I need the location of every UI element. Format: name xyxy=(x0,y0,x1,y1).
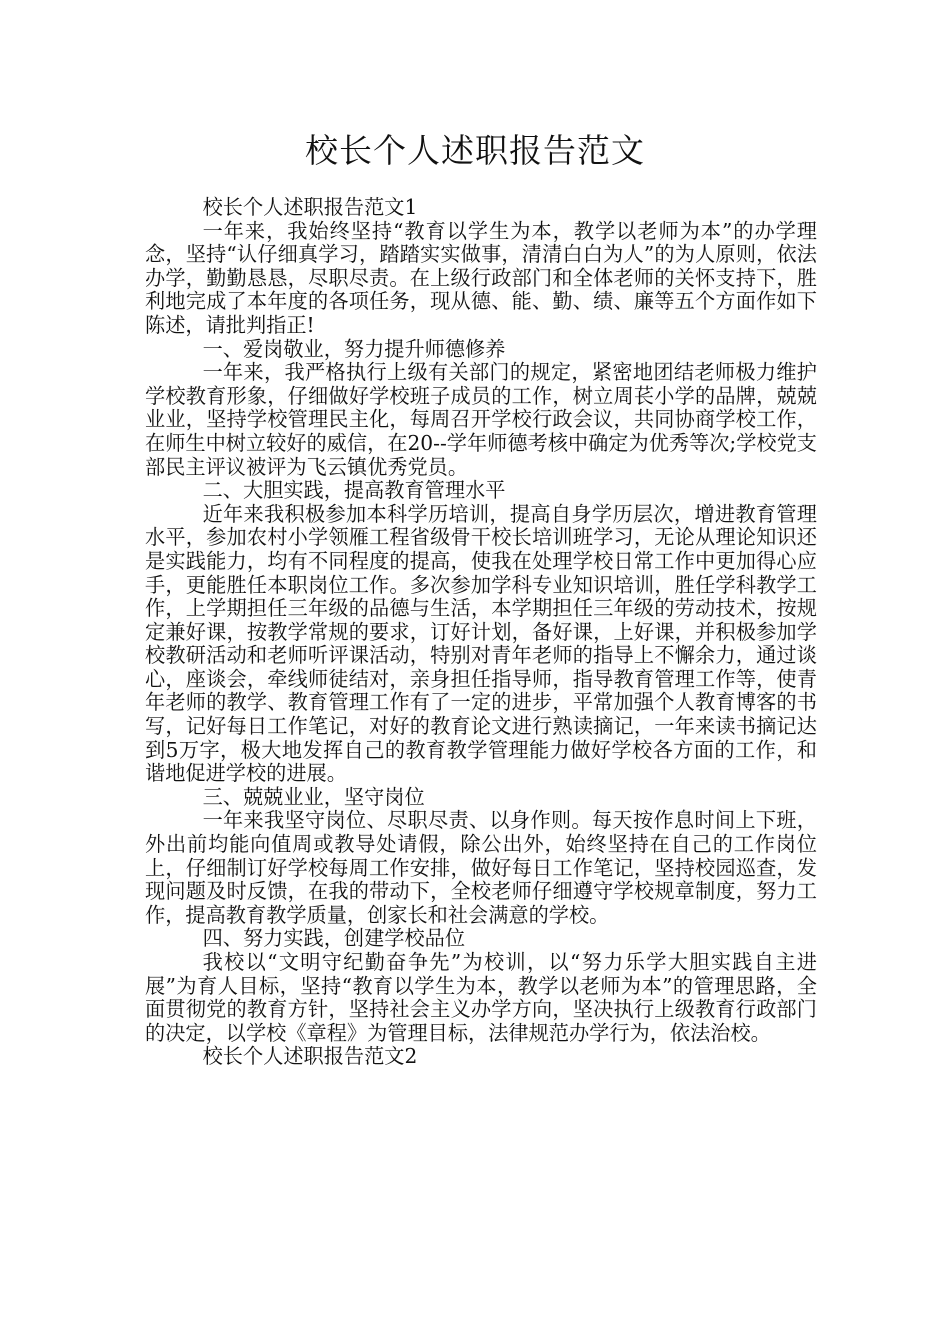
section-heading-2: 二、大胆实践，提高教育管理水平 xyxy=(202,478,506,503)
paragraph-section-3: 一年来我坚守岗位、尽职尽责、以身作则。每天按作息时间上下班，外出前均能向值周或教导处请假，除公出外，始终坚持在自己的工作岗位上，仔细制订好学校每周工作安排，做好每日工作笔记，坚持校园巡查，发现问题及时反馈，在我的带动下，全校老师仔细遵守学校规章制度，努力工作，提高教育教学质量，创家长和社会满意的学校。 xyxy=(145,808,817,927)
paragraph-section-4: 我校以“文明守纪勤奋争先”为校训，以“努力乐学大胆实践自主进展”为育人目标，坚持“教育以学生为本，教学以老师为本”的管理思路，全面贯彻党的教育方针，坚持社会主义办学方向，坚决执行上级教育行政部门的决定，以学校《章程》为管理目标，法律规范办学行为，依法治校。 xyxy=(145,950,817,1045)
document-title: 校长个人述职报告范文 xyxy=(305,131,645,170)
section-heading-1: 一、爱岗敬业，努力提升师德修养 xyxy=(202,336,506,361)
paragraph-section-1: 一年来，我严格执行上级有关部门的规定，紧密地团结老师极力维护学校教育形象，仔细做好学校班子成员的工作，树立周苌小学的品牌，兢兢业业，坚持学校管理民主化，每周召开学校行政会议，共同协商学校工作，在师生中树立较好的威信，在20--学年师德考核中确定为优秀等次;学校党支部民主评议被评为飞云镇优秀党员。 xyxy=(145,360,817,479)
document-body xyxy=(145,196,817,1069)
subtitle-2: 校长个人述职报告范文2 xyxy=(202,1044,418,1069)
section-heading-4: 四、努力实践，创建学校品位 xyxy=(202,926,466,951)
paragraph-intro: 一年来，我始终坚持“教育以学生为本，教学以老师为本”的办学理念，坚持“认仔细真学习，踏踏实实做事，清清白白为人”的为人原则，依法办学，勤勤恳恳，尽职尽责。在上级行政部门和全体老师的关怀支持下，胜利地完成了本年度的各项任务，现从德、能、勤、绩、廉等五个方面作如下陈述，请批判指正! xyxy=(145,218,817,337)
paragraph-section-2: 近年来我积极参加本科学历培训，提高自身学历层次，增进教育管理水平，参加农村小学领雁工程省级骨干校长培训班学习，无论从理论知识还是实践能力，均有不同程度的提高，使我在处理学校日常工作中更加得心应手，更能胜任本职岗位工作。多次参加学科专业知识培训，胜任学科教学工作，上学期担任三年级的品德与生活，本学期担任三年级的劳动技术，按规定兼好课，按教学常规的要求，订好计划，备好课，上好课，并积极参加学校教研活动和老师听评课活动，特别对青年老师的指导上不懈余力，通过谈心，座谈会，牵线师徒结对，亲身担任指导师，指导教育管理工作等，使青年老师的教学、教育管理工作有了一定的进步，平常加强个人教育博客的书写，记好每日工作笔记，对好的教育论文进行熟读摘记，一年来读书摘记达到5万字，极大地发挥自己的教育教学管理能力做好学校各方面的工作，和谐地促进学校的进展。 xyxy=(145,501,817,786)
subtitle-1: 校长个人述职报告范文1 xyxy=(202,195,418,219)
section-heading-3: 三、兢兢业业，坚守岗位 xyxy=(202,784,425,809)
